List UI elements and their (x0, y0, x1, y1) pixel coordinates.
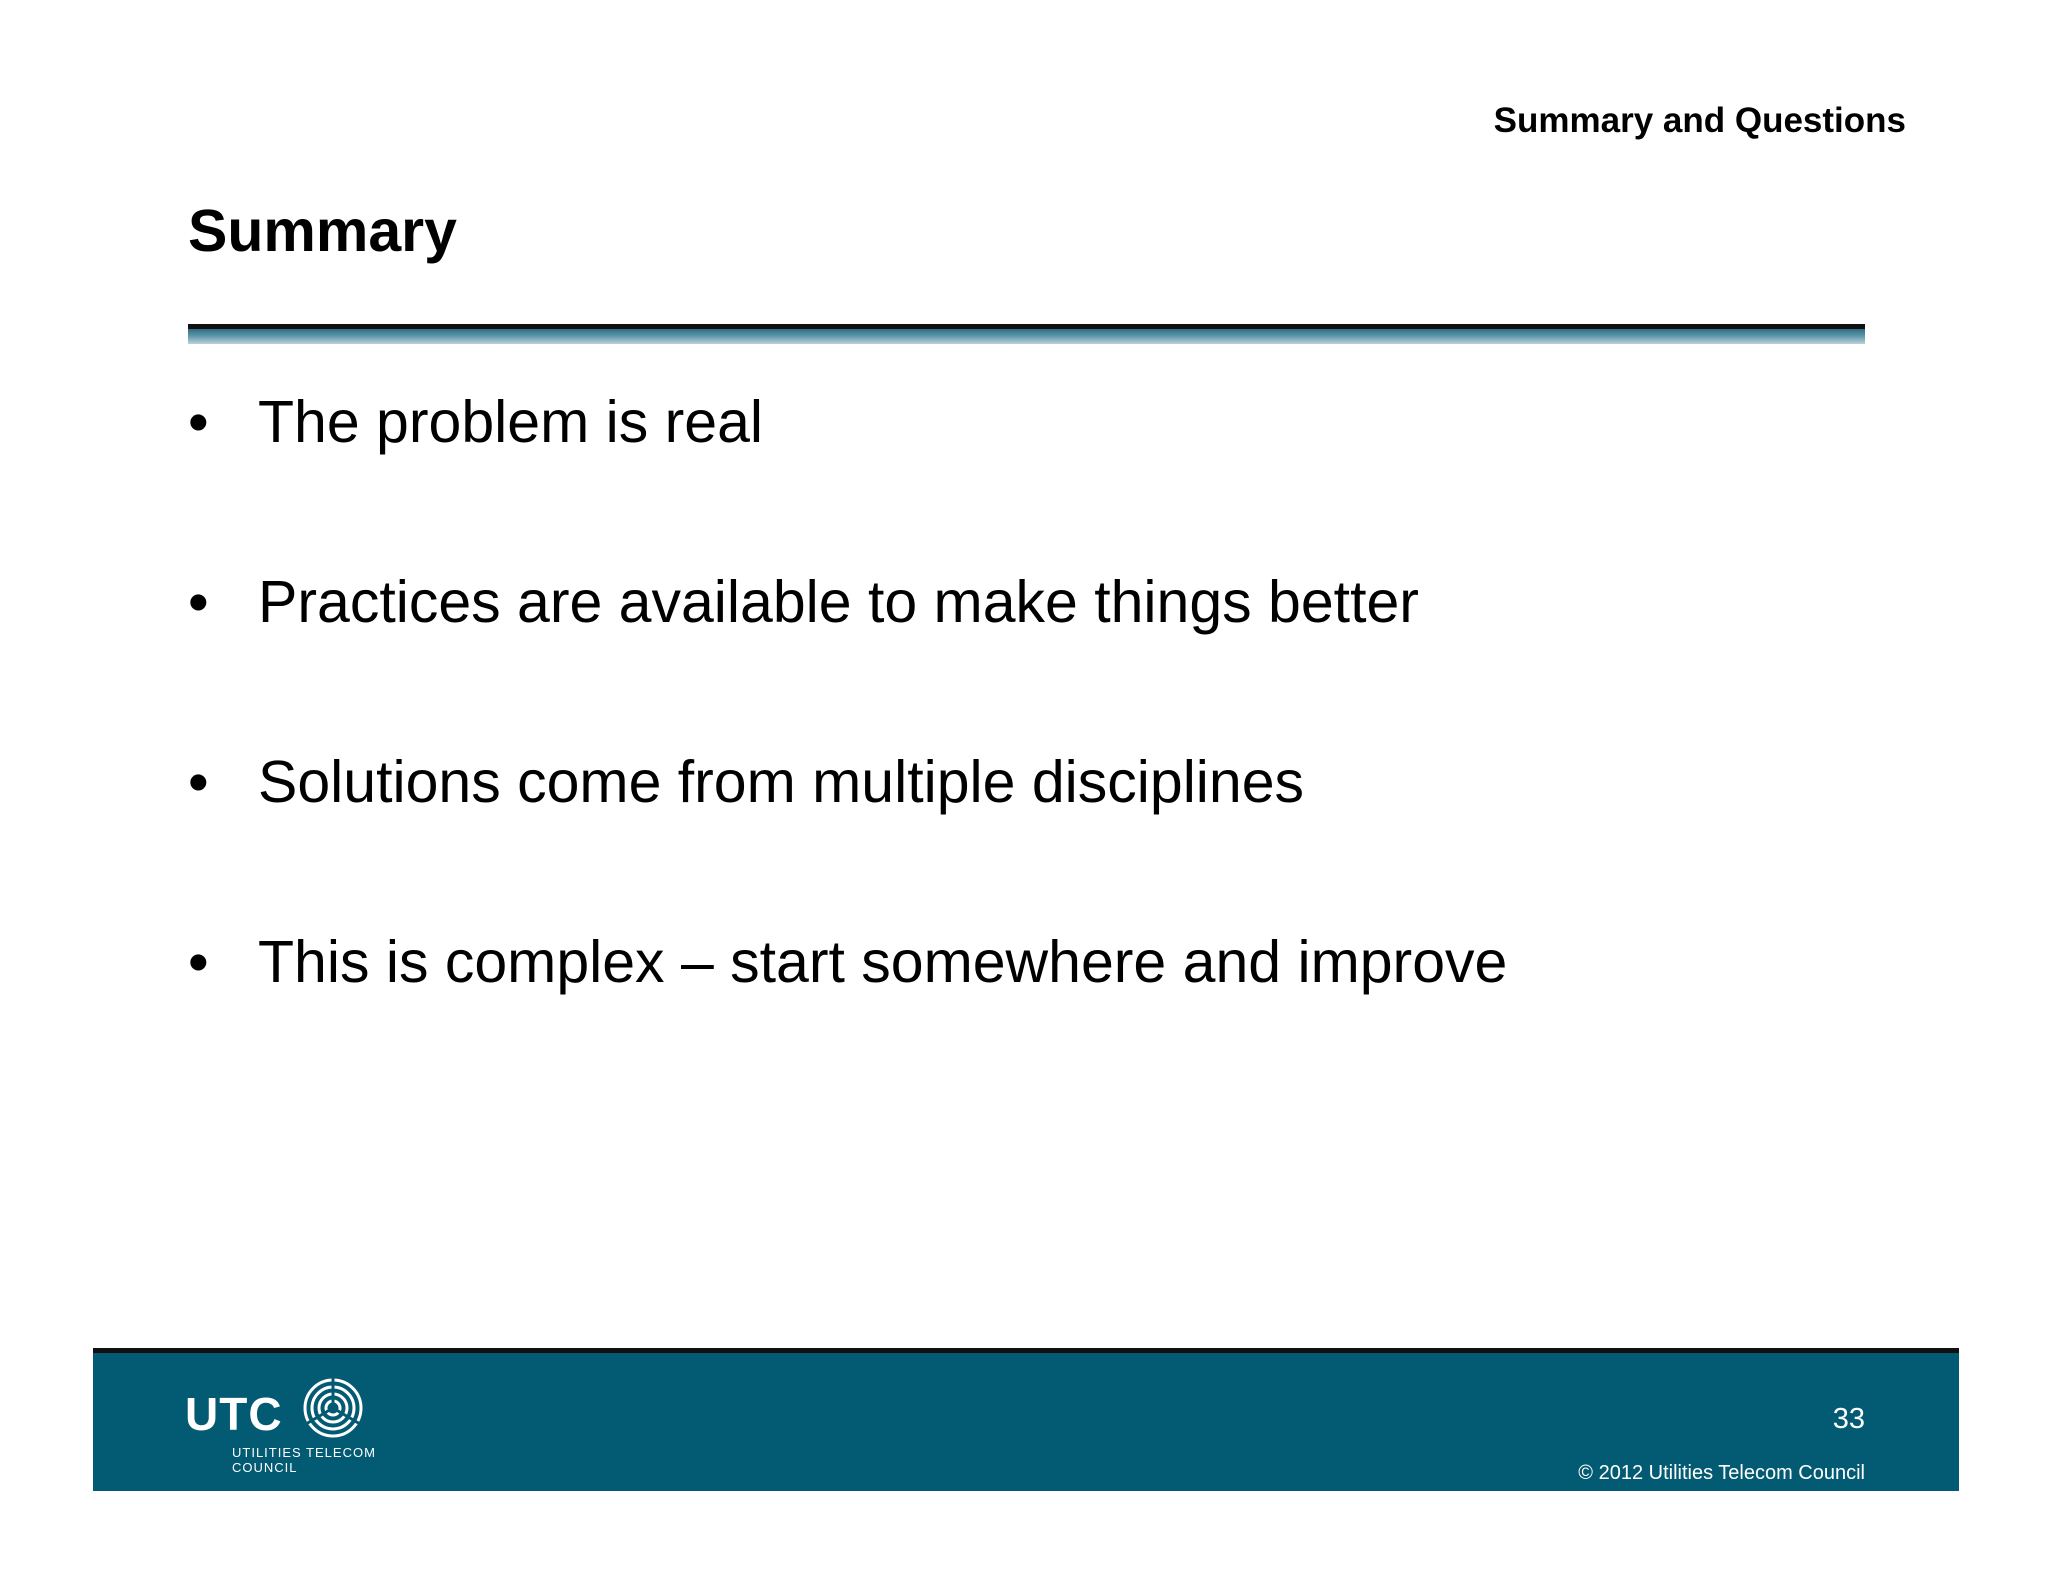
page-number: 33 (1832, 1403, 1865, 1435)
bullet-marker: • (188, 389, 209, 455)
bullet-text: This is complex – start somewhere and improve (258, 929, 1508, 995)
bullet-marker: • (188, 569, 209, 635)
utc-logo (185, 1377, 385, 1477)
section-label: Summary and Questions (1493, 101, 1906, 140)
copyright-notice: © 2012 Utilities Telecom Council (1578, 1462, 1865, 1484)
title-divider (188, 324, 1865, 344)
concentric-rings-icon (302, 1377, 364, 1439)
bullet-marker: • (188, 929, 209, 995)
title-divider-gradient (188, 329, 1865, 344)
footer-bar (93, 1348, 1959, 1491)
logo-subtitle-line-1: UTILITIES TELECOM (232, 1445, 376, 1460)
bullet-text: Solutions come from multiple disciplines (258, 749, 1305, 815)
bullet-text: The problem is real (258, 389, 763, 455)
bullet-marker: • (188, 749, 209, 815)
logo-subtitle (232, 1445, 376, 1475)
logo-wordmark: UTC (185, 1388, 283, 1440)
slide-title: Summary (188, 198, 457, 264)
bullet-text: Practices are available to make things better (258, 569, 1419, 635)
logo-subtitle-line-2: COUNCIL (232, 1460, 298, 1475)
